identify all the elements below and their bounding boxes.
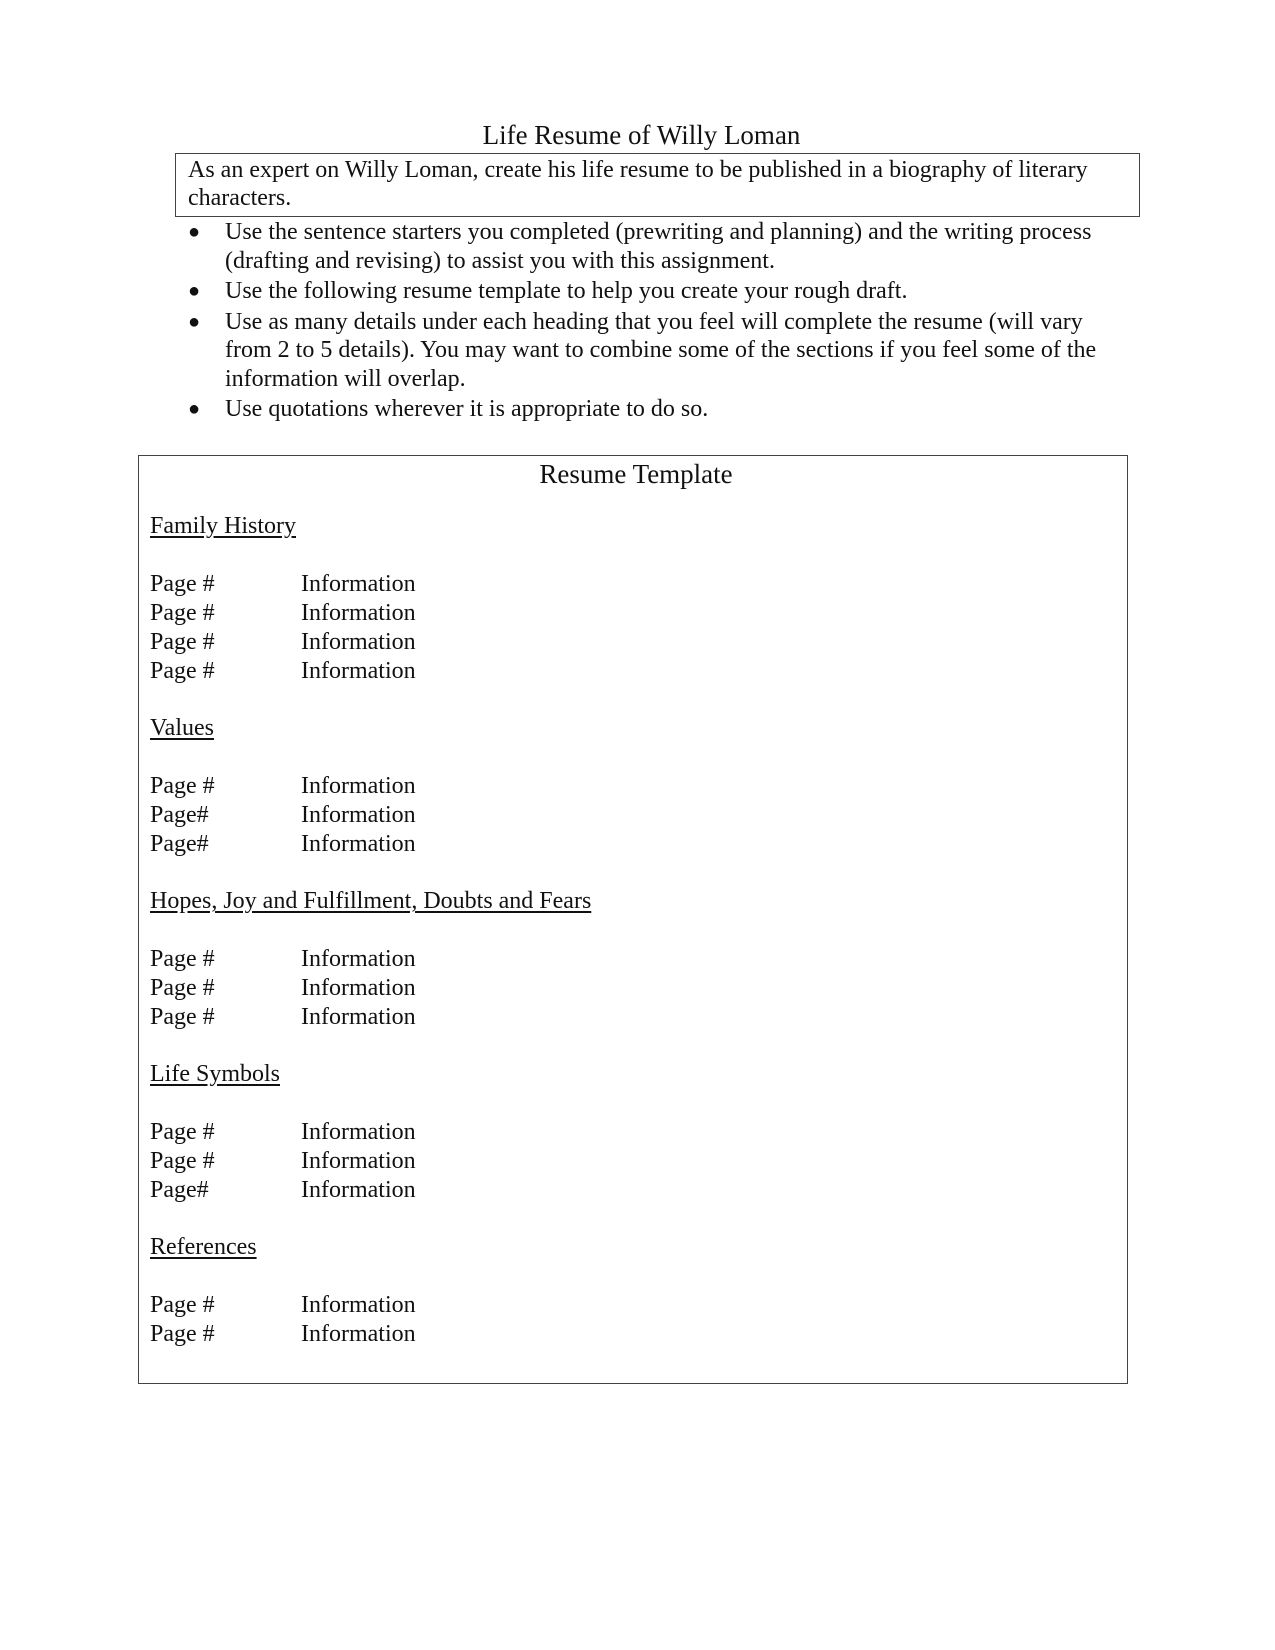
section-heading: Values bbox=[150, 715, 214, 741]
entry-row bbox=[150, 1320, 1050, 1349]
information-label: Information bbox=[301, 1004, 416, 1030]
intro-box: As an expert on Willy Loman, create his life resume to be published in a biography of literary characters. bbox=[175, 153, 1140, 217]
information-label: Information bbox=[301, 946, 416, 972]
instruction-item bbox=[185, 218, 1135, 275]
entry-row bbox=[150, 1291, 1050, 1320]
information-label: Information bbox=[301, 1292, 416, 1318]
information-label: Information bbox=[301, 975, 416, 1001]
bullet-icon: ● bbox=[188, 398, 201, 420]
page-number-label: Page # bbox=[150, 658, 215, 684]
page-number-label: Page # bbox=[150, 571, 215, 597]
information-label: Information bbox=[301, 658, 416, 684]
section-heading: Family History bbox=[150, 513, 297, 539]
information-label: Information bbox=[301, 600, 416, 626]
page-number-label: Page # bbox=[150, 946, 215, 972]
information-label: Information bbox=[301, 831, 416, 857]
information-label: Information bbox=[301, 629, 416, 655]
page-number-label: Page# bbox=[150, 802, 209, 828]
page-number-label: Page # bbox=[150, 1292, 215, 1318]
instruction-item bbox=[185, 395, 1135, 424]
instruction-text: Use as many details under each heading that you feel will complete the resume (will vary from 2 to 5 details). You may want to combine some of the sections if you feel some of the information will overlap. bbox=[225, 308, 1097, 392]
instruction-item bbox=[185, 277, 1135, 306]
page-number-label: Page # bbox=[150, 1004, 215, 1030]
entry-row bbox=[150, 570, 1050, 599]
entry-row bbox=[150, 657, 1050, 686]
section-values bbox=[150, 714, 1050, 859]
section-references bbox=[150, 1233, 1050, 1349]
resume-template-title: Resume Template bbox=[539, 459, 733, 489]
page-number-label: Page # bbox=[150, 600, 215, 626]
information-label: Information bbox=[301, 1119, 416, 1145]
page-number-label: Page # bbox=[150, 773, 215, 799]
bullet-icon: ● bbox=[188, 280, 201, 302]
entry-row bbox=[150, 1147, 1050, 1176]
information-label: Information bbox=[301, 802, 416, 828]
information-label: Information bbox=[301, 1177, 416, 1203]
page-number-label: Page# bbox=[150, 1177, 209, 1203]
entry-row bbox=[150, 1118, 1050, 1147]
entry-row bbox=[150, 628, 1050, 657]
information-label: Information bbox=[301, 1148, 416, 1174]
section-hopes-joy-fears bbox=[150, 887, 1050, 1032]
entry-row bbox=[150, 772, 1050, 801]
entry-row bbox=[150, 945, 1050, 974]
bullet-icon: ● bbox=[188, 221, 201, 243]
section-heading: Hopes, Joy and Fulfillment, Doubts and Fears bbox=[150, 888, 592, 914]
page-number-label: Page # bbox=[150, 1148, 215, 1174]
instruction-text: Use quotations wherever it is appropriate to do so. bbox=[225, 396, 709, 422]
entry-row bbox=[150, 974, 1050, 1003]
entry-row bbox=[150, 599, 1050, 628]
page-number-label: Page# bbox=[150, 831, 209, 857]
entry-row bbox=[150, 1003, 1050, 1032]
resume-template-box bbox=[138, 455, 1128, 1384]
instruction-text: Use the sentence starters you completed (prewriting and planning) and the writing process (drafting and revising) to assist you with this assignment. bbox=[225, 219, 1092, 274]
instruction-list bbox=[185, 218, 1135, 426]
page-number-label: Page # bbox=[150, 1321, 215, 1347]
entry-row bbox=[150, 830, 1050, 859]
section-heading: References bbox=[150, 1234, 257, 1260]
page-number-label: Page # bbox=[150, 975, 215, 1001]
page-number-label: Page # bbox=[150, 629, 215, 655]
section-family-history bbox=[150, 512, 1050, 686]
information-label: Information bbox=[301, 773, 416, 799]
page-title: Life Resume of Willy Loman bbox=[482, 120, 801, 150]
information-label: Information bbox=[301, 1321, 416, 1347]
page-number-label: Page # bbox=[150, 1119, 215, 1145]
entry-row bbox=[150, 801, 1050, 830]
information-label: Information bbox=[301, 571, 416, 597]
instruction-text: Use the following resume template to help you create your rough draft. bbox=[225, 278, 908, 304]
entry-row bbox=[150, 1176, 1050, 1205]
instruction-item bbox=[185, 308, 1135, 394]
section-heading: Life Symbols bbox=[150, 1061, 280, 1087]
section-life-symbols bbox=[150, 1060, 1050, 1205]
bullet-icon: ● bbox=[188, 310, 201, 333]
